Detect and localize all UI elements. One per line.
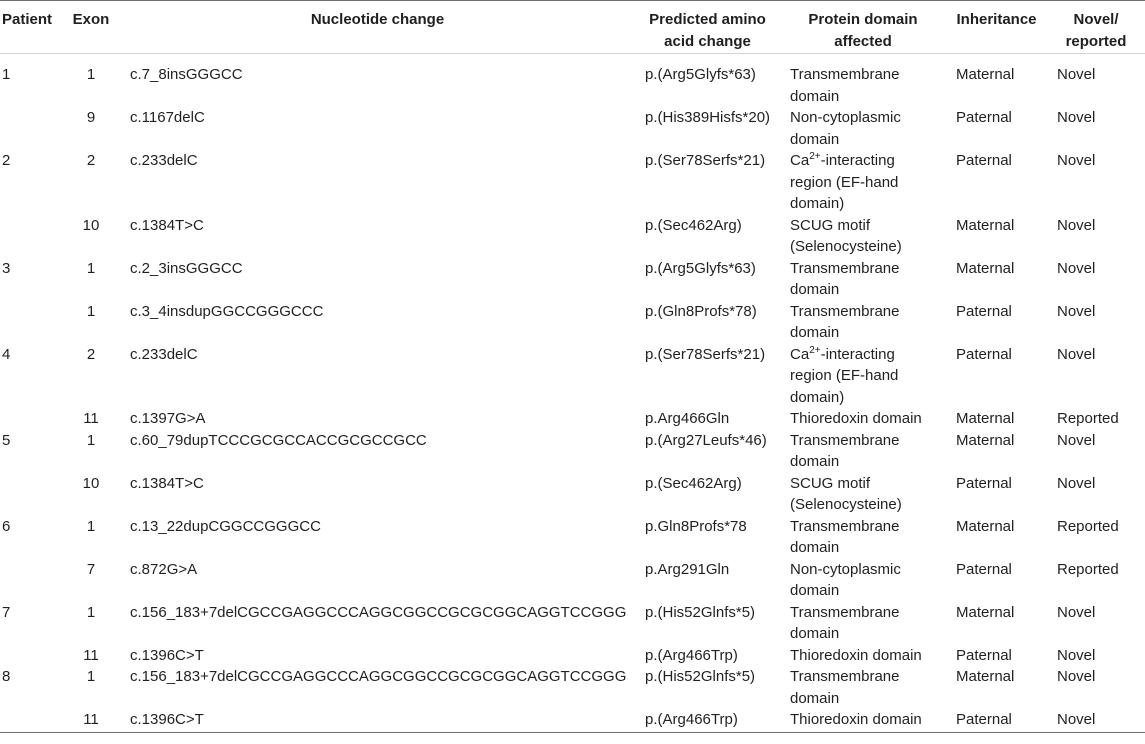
cell-nucleotide xyxy=(120,258,635,301)
cell-domain xyxy=(780,258,946,301)
domain-ca-pre: Ca xyxy=(790,345,810,363)
amino-acid-value: p.Arg291Gln xyxy=(645,560,730,578)
cell-inheritance xyxy=(946,666,1047,709)
domain-line: domain xyxy=(790,539,840,556)
exon-value: 9 xyxy=(86,109,96,126)
cell-exon xyxy=(62,709,120,732)
header-domain-line1: Protein domain xyxy=(808,11,918,28)
header-status-line1: Novel/ xyxy=(1073,11,1119,28)
exon-value: 2 xyxy=(86,345,96,363)
nucleotide-value: c.233delC xyxy=(130,152,198,169)
exon-value: 10 xyxy=(82,474,100,492)
status-value: Novel xyxy=(1057,431,1096,449)
status-value: Novel xyxy=(1057,711,1096,728)
table-row xyxy=(0,258,1145,301)
inheritance-value: Paternal xyxy=(956,560,1012,578)
amino-acid-value: p.(Arg5Glyfs*63) xyxy=(645,66,756,83)
cell-status xyxy=(1047,645,1145,667)
cell-inheritance xyxy=(946,150,1047,215)
header-domain xyxy=(780,1,946,54)
cell-inheritance xyxy=(946,344,1047,409)
status-value: Novel xyxy=(1057,668,1096,685)
cell-domain xyxy=(780,559,946,602)
nucleotide-value: c.1167delC xyxy=(130,109,205,126)
patient-value: 3 xyxy=(2,259,11,277)
status-value: Novel xyxy=(1057,646,1096,664)
cell-nucleotide xyxy=(120,602,635,645)
inheritance-value: Maternal xyxy=(956,216,1015,234)
cell-nucleotide xyxy=(120,54,635,108)
nucleotide-value: c.233delC xyxy=(130,345,198,363)
cell-domain xyxy=(780,408,946,430)
nucleotide-value: c.872G>A xyxy=(130,560,198,578)
nucleotide-value: c.1396C>T xyxy=(130,646,204,664)
cell-patient xyxy=(0,408,62,430)
domain-line: Transmembrane xyxy=(790,66,900,83)
domain-line: region (EF-hand xyxy=(790,173,899,191)
inheritance-value: Paternal xyxy=(956,711,1012,728)
domain-line: domain xyxy=(790,87,840,105)
nucleotide-value: c.60_79dupTCCCGCGCCACCGCGCCGCC xyxy=(130,431,427,449)
cell-amino-acid xyxy=(635,430,780,473)
cell-domain xyxy=(780,430,946,473)
nucleotide-value: c.156_183+7delCGCCGAGGCCCAGGCGGCCGCGCGGCAGGTCCGGG xyxy=(130,668,627,685)
cell-patient xyxy=(0,215,62,258)
nucleotide-value: c.3_4insdupGGCCGGGCCC xyxy=(130,302,324,320)
domain-ca-sup: 2+ xyxy=(809,151,821,162)
domain-ca-pre: Ca xyxy=(790,152,810,169)
inheritance-value: Paternal xyxy=(956,109,1012,126)
cell-amino-acid xyxy=(635,473,780,516)
table-row xyxy=(0,559,1145,602)
domain-line: domain xyxy=(790,130,840,148)
cell-exon xyxy=(62,107,120,150)
cell-domain xyxy=(780,516,946,559)
amino-acid-value: p.(Arg466Trp) xyxy=(645,711,738,728)
status-value: Novel xyxy=(1057,345,1096,363)
domain-line: Transmembrane xyxy=(790,259,900,277)
cell-inheritance xyxy=(946,107,1047,150)
domain-line: Transmembrane xyxy=(790,603,900,621)
header-row xyxy=(0,1,1145,54)
cell-inheritance xyxy=(946,516,1047,559)
cell-nucleotide xyxy=(120,408,635,430)
cell-exon xyxy=(62,666,120,709)
domain-ca-sup: 2+ xyxy=(809,344,821,356)
nucleotide-value: c.1397G>A xyxy=(130,410,206,427)
exon-value: 2 xyxy=(86,152,96,169)
status-value: Reported xyxy=(1057,517,1119,535)
domain-ca-post: -interacting xyxy=(820,345,895,363)
cell-exon xyxy=(62,258,120,301)
cell-inheritance xyxy=(946,473,1047,516)
status-value: Novel xyxy=(1057,259,1096,277)
patient-value: 6 xyxy=(2,517,11,535)
cell-patient xyxy=(0,559,62,602)
header-amino-acid-line1: Predicted amino xyxy=(649,11,766,28)
cell-amino-acid xyxy=(635,150,780,215)
cell-status xyxy=(1047,408,1145,430)
amino-acid-value: p.(Gln8Profs*78) xyxy=(645,302,757,320)
domain-line: Non-cytoplasmic xyxy=(790,109,901,126)
exon-value: 1 xyxy=(86,259,96,277)
domain-line: Non-cytoplasmic xyxy=(790,560,901,578)
domain-line: (Selenocysteine) xyxy=(790,496,902,513)
nucleotide-value: c.13_22dupCGGCCGGGCC xyxy=(130,517,321,535)
exon-value: 11 xyxy=(83,646,99,664)
header-status xyxy=(1047,1,1145,54)
status-value: Novel xyxy=(1057,66,1096,83)
cell-amino-acid xyxy=(635,408,780,430)
header-inheritance xyxy=(946,1,1047,54)
cell-patient xyxy=(0,54,62,108)
cell-status xyxy=(1047,301,1145,344)
exon-value: 11 xyxy=(83,410,99,427)
cell-patient xyxy=(0,258,62,301)
exon-value: 1 xyxy=(86,431,96,449)
domain-ca-post: -interacting xyxy=(820,152,895,169)
cell-status xyxy=(1047,473,1145,516)
table-row xyxy=(0,602,1145,645)
domain-line: Transmembrane xyxy=(790,302,900,320)
cell-nucleotide xyxy=(120,107,635,150)
inheritance-value: Paternal xyxy=(956,345,1012,363)
cell-inheritance xyxy=(946,54,1047,108)
domain-line: SCUG motif xyxy=(790,216,871,234)
table-row xyxy=(0,301,1145,344)
exon-value: 1 xyxy=(86,517,96,535)
patient-value: 7 xyxy=(2,603,11,621)
cell-amino-acid xyxy=(635,54,780,108)
patient-value: 4 xyxy=(2,345,11,363)
inheritance-value: Maternal xyxy=(956,431,1015,449)
inheritance-value: Paternal xyxy=(956,302,1012,320)
cell-patient xyxy=(0,430,62,473)
cell-domain xyxy=(780,215,946,258)
cell-status xyxy=(1047,602,1145,645)
cell-nucleotide xyxy=(120,301,635,344)
cell-status xyxy=(1047,150,1145,215)
header-inheritance-label: Inheritance xyxy=(956,11,1037,28)
cell-amino-acid xyxy=(635,516,780,559)
cell-patient xyxy=(0,107,62,150)
cell-inheritance xyxy=(946,408,1047,430)
cell-amino-acid xyxy=(635,602,780,645)
domain-line: Thioredoxin domain xyxy=(790,646,922,664)
header-patient xyxy=(0,1,62,54)
cell-inheritance xyxy=(946,430,1047,473)
cell-exon xyxy=(62,54,120,108)
table-row xyxy=(0,150,1145,215)
exon-value: 11 xyxy=(83,711,99,728)
cell-amino-acid xyxy=(635,666,780,709)
nucleotide-value: c.7_8insGGGCC xyxy=(130,66,243,83)
domain-line: domain xyxy=(790,324,840,341)
cell-domain xyxy=(780,602,946,645)
amino-acid-value: p.(Sec462Arg) xyxy=(645,474,742,492)
domain-line: Transmembrane xyxy=(790,668,900,685)
cell-exon xyxy=(62,301,120,344)
cell-amino-acid xyxy=(635,645,780,667)
cell-amino-acid xyxy=(635,107,780,150)
cell-status xyxy=(1047,430,1145,473)
domain-line: Thioredoxin domain xyxy=(790,711,922,728)
cell-patient xyxy=(0,150,62,215)
cell-nucleotide xyxy=(120,150,635,215)
domain-line: domain) xyxy=(790,195,845,212)
inheritance-value: Paternal xyxy=(956,152,1012,169)
cell-amino-acid xyxy=(635,258,780,301)
cell-nucleotide xyxy=(120,473,635,516)
nucleotide-value: c.1384T>C xyxy=(130,216,204,234)
table-row xyxy=(0,408,1145,430)
table-row xyxy=(0,473,1145,516)
header-exon-label: Exon xyxy=(72,11,110,28)
cell-patient xyxy=(0,301,62,344)
cell-status xyxy=(1047,516,1145,559)
cell-patient xyxy=(0,666,62,709)
cell-patient xyxy=(0,344,62,409)
cell-amino-acid xyxy=(635,215,780,258)
cell-nucleotide xyxy=(120,709,635,732)
table-row xyxy=(0,645,1145,667)
header-amino-acid-line2: acid change xyxy=(664,32,751,50)
cell-nucleotide xyxy=(120,215,635,258)
table-row xyxy=(0,666,1145,709)
cell-exon xyxy=(62,645,120,667)
cell-status xyxy=(1047,215,1145,258)
cell-amino-acid xyxy=(635,344,780,409)
amino-acid-value: p.(Ser78Serfs*21) xyxy=(645,152,766,169)
header-domain-line2: affected xyxy=(834,32,892,50)
amino-acid-value: p.Arg466Gln xyxy=(645,410,730,427)
status-value: Novel xyxy=(1057,216,1096,234)
cell-domain xyxy=(780,150,946,215)
header-nucleotide xyxy=(120,1,635,54)
inheritance-value: Maternal xyxy=(956,668,1015,685)
table-row xyxy=(0,430,1145,473)
cell-inheritance xyxy=(946,645,1047,667)
patient-value: 5 xyxy=(2,431,11,449)
amino-acid-value: p.(His52Glnfs*5) xyxy=(645,668,756,685)
amino-acid-value: p.(Sec462Arg) xyxy=(645,216,742,234)
status-value: Novel xyxy=(1057,302,1096,320)
nucleotide-value: c.2_3insGGGCC xyxy=(130,259,243,277)
cell-nucleotide xyxy=(120,344,635,409)
cell-patient xyxy=(0,602,62,645)
cell-nucleotide xyxy=(120,666,635,709)
table-row xyxy=(0,344,1145,409)
cell-domain xyxy=(780,473,946,516)
domain-line: SCUG motif xyxy=(790,474,871,492)
cell-amino-acid xyxy=(635,559,780,602)
cell-domain xyxy=(780,645,946,667)
table-row xyxy=(0,107,1145,150)
inheritance-value: Maternal xyxy=(956,66,1015,83)
cell-exon xyxy=(62,215,120,258)
domain-line: domain) xyxy=(790,388,845,406)
cell-nucleotide xyxy=(120,559,635,602)
cell-status xyxy=(1047,666,1145,709)
cell-status xyxy=(1047,344,1145,409)
table-body xyxy=(0,54,1145,733)
table-row xyxy=(0,709,1145,732)
cell-status xyxy=(1047,107,1145,150)
cell-patient xyxy=(0,645,62,667)
cell-exon xyxy=(62,430,120,473)
cell-domain xyxy=(780,344,946,409)
table-header xyxy=(0,1,1145,54)
amino-acid-value: p.(Arg466Trp) xyxy=(645,646,738,664)
patient-value: 1 xyxy=(2,66,11,83)
header-nucleotide-label: Nucleotide change xyxy=(310,11,445,28)
cell-exon xyxy=(62,473,120,516)
nucleotide-value: c.1396C>T xyxy=(130,711,204,728)
inheritance-value: Maternal xyxy=(956,603,1015,621)
inheritance-value: Maternal xyxy=(956,259,1015,277)
cell-domain xyxy=(780,666,946,709)
status-value: Novel xyxy=(1057,603,1096,621)
table-row xyxy=(0,516,1145,559)
cell-status xyxy=(1047,258,1145,301)
cell-nucleotide xyxy=(120,645,635,667)
patient-value: 2 xyxy=(2,152,11,169)
exon-value: 1 xyxy=(86,66,96,83)
table-row xyxy=(0,54,1145,108)
cell-amino-acid xyxy=(635,709,780,732)
domain-line: domain xyxy=(790,582,840,599)
cell-inheritance xyxy=(946,258,1047,301)
domain-line: region (EF-hand xyxy=(790,367,899,384)
exon-value: 1 xyxy=(86,302,96,320)
domain-line: Transmembrane xyxy=(790,431,900,449)
domain-line: domain xyxy=(790,281,840,298)
cell-nucleotide xyxy=(120,516,635,559)
domain-line: domain xyxy=(790,625,840,642)
status-value: Novel xyxy=(1057,474,1096,492)
cell-inheritance xyxy=(946,602,1047,645)
table-row xyxy=(0,215,1145,258)
cell-patient xyxy=(0,709,62,732)
exon-value: 10 xyxy=(82,216,100,234)
domain-line: domain xyxy=(790,453,840,470)
amino-acid-value: p.(Arg5Glyfs*63) xyxy=(645,259,756,277)
cell-inheritance xyxy=(946,301,1047,344)
cell-status xyxy=(1047,54,1145,108)
cell-status xyxy=(1047,559,1145,602)
cell-inheritance xyxy=(946,709,1047,732)
cell-status xyxy=(1047,709,1145,732)
domain-line: Thioredoxin domain xyxy=(790,410,922,427)
header-exon xyxy=(62,1,120,54)
exon-value: 1 xyxy=(86,603,96,621)
inheritance-value: Paternal xyxy=(956,646,1012,664)
cell-exon xyxy=(62,150,120,215)
cell-patient xyxy=(0,516,62,559)
amino-acid-value: p.Gln8Profs*78 xyxy=(645,517,747,535)
nucleotide-value: c.1384T>C xyxy=(130,474,204,492)
cell-inheritance xyxy=(946,215,1047,258)
header-status-line2: reported xyxy=(1065,32,1127,50)
status-value: Reported xyxy=(1057,410,1119,427)
nucleotide-value: c.156_183+7delCGCCGAGGCCCAGGCGGCCGCGCGGCAGGTCCGGG xyxy=(130,603,627,621)
amino-acid-value: p.(His52Glnfs*5) xyxy=(645,603,756,621)
cell-patient xyxy=(0,473,62,516)
cell-domain xyxy=(780,54,946,108)
cell-domain xyxy=(780,301,946,344)
amino-acid-value: p.(His389Hisfs*20) xyxy=(645,109,771,126)
header-amino-acid xyxy=(635,1,780,54)
cell-exon xyxy=(62,602,120,645)
cell-inheritance xyxy=(946,559,1047,602)
inheritance-value: Maternal xyxy=(956,410,1015,427)
cell-nucleotide xyxy=(120,430,635,473)
exon-value: 7 xyxy=(86,560,96,578)
patient-value: 8 xyxy=(2,668,11,685)
cell-amino-acid xyxy=(635,301,780,344)
cell-exon xyxy=(62,344,120,409)
status-value: Reported xyxy=(1057,560,1119,578)
domain-line: (Selenocysteine) xyxy=(790,238,902,255)
amino-acid-value: p.(Arg27Leufs*46) xyxy=(645,431,767,449)
domain-line: Transmembrane xyxy=(790,517,900,535)
cell-exon xyxy=(62,559,120,602)
cell-exon xyxy=(62,408,120,430)
domain-line: domain xyxy=(790,689,840,707)
cell-domain xyxy=(780,709,946,732)
inheritance-value: Paternal xyxy=(956,474,1012,492)
status-value: Novel xyxy=(1057,109,1096,126)
cell-domain xyxy=(780,107,946,150)
status-value: Novel xyxy=(1057,152,1096,169)
amino-acid-value: p.(Ser78Serfs*21) xyxy=(645,345,766,363)
cell-exon xyxy=(62,516,120,559)
inheritance-value: Maternal xyxy=(956,517,1015,535)
exon-value: 1 xyxy=(86,668,96,685)
header-patient-label: Patient xyxy=(2,11,53,28)
